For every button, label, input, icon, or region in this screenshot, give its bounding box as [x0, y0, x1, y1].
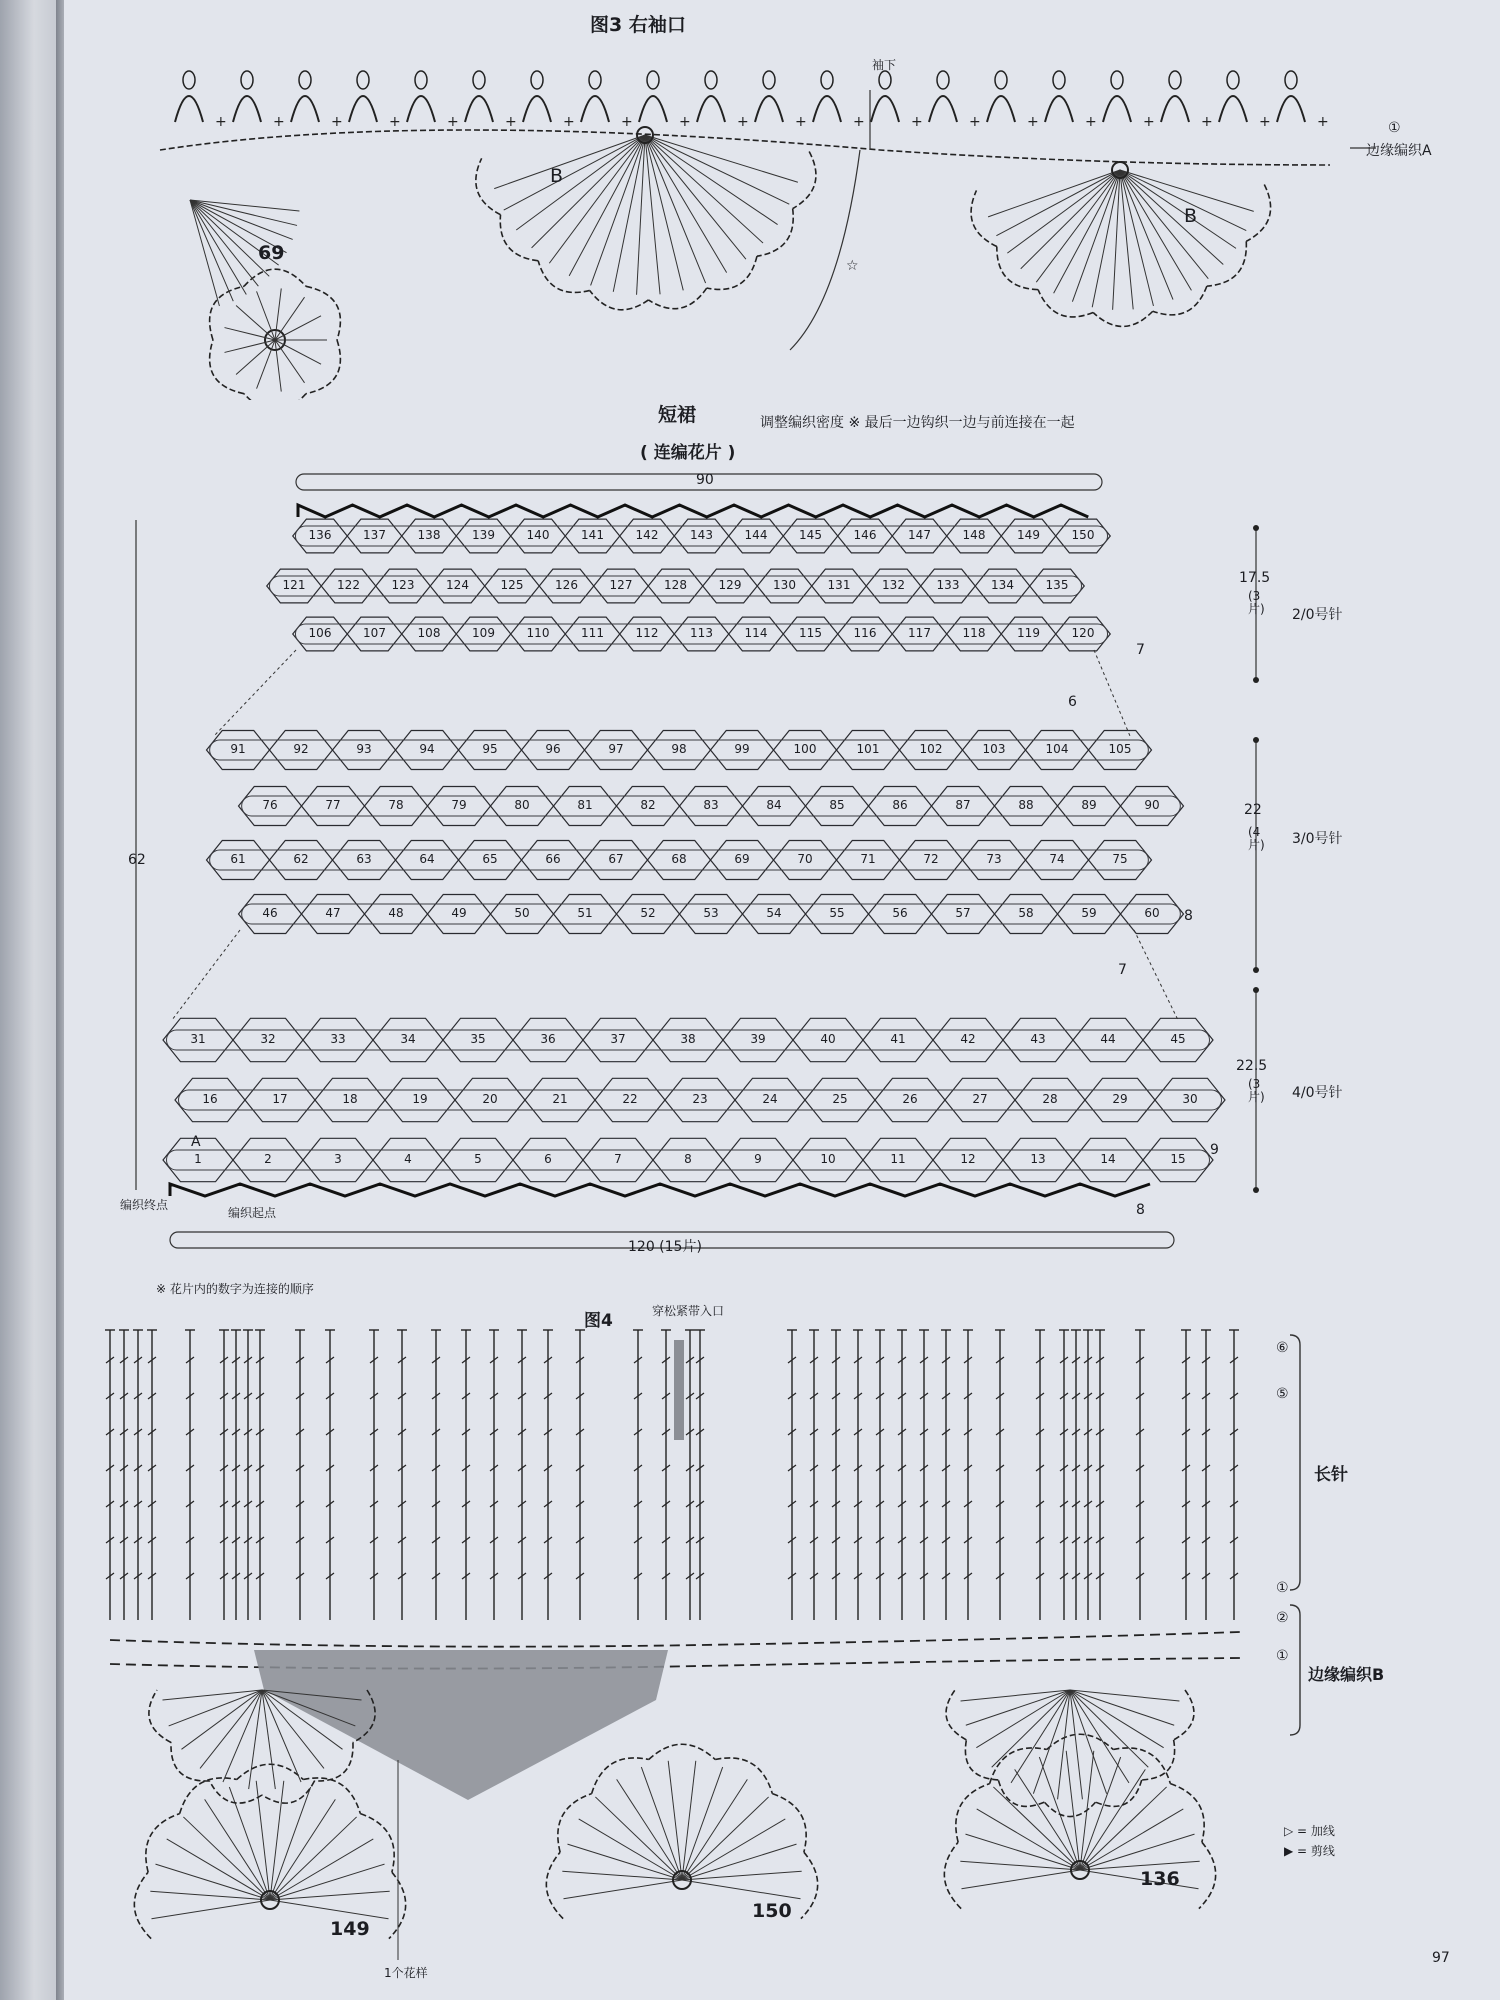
- motif-number: 99: [734, 742, 750, 756]
- motif-number: 140: [526, 528, 550, 542]
- motif-number: 109: [472, 626, 495, 640]
- edge-b-bracket: [1290, 1605, 1300, 1735]
- motif-number: 19: [412, 1092, 428, 1106]
- width-bottom-label: 120 (15片): [628, 1239, 702, 1255]
- motif-number: 70: [797, 852, 813, 866]
- motif-number: 48: [388, 906, 404, 920]
- height-total-label: 62: [128, 852, 146, 868]
- motif-136-label: 136: [1140, 1868, 1180, 1890]
- motif-number: 96: [545, 742, 561, 756]
- upper-fan-left-spoke: [162, 1690, 262, 1700]
- motif-number: 147: [908, 528, 931, 542]
- motif-number: 16: [202, 1092, 218, 1106]
- motif-number: 115: [799, 626, 822, 640]
- motif-number: 31: [190, 1032, 206, 1046]
- motif-150-spoke: [682, 1871, 802, 1880]
- motif-150-spoke: [595, 1797, 682, 1880]
- legend-add-thread: ▷ = 加线: [1284, 1824, 1335, 1838]
- motif-149-spoke: [155, 1864, 270, 1900]
- upper-fan-right-spoke: [992, 1690, 1070, 1767]
- motif-149-spoke: [270, 1839, 373, 1900]
- motif-number: 101: [856, 742, 880, 756]
- motif-149-chain-arc: [389, 1872, 406, 1938]
- single-crochet-mark: +: [215, 114, 227, 130]
- motif-number: 133: [936, 578, 960, 592]
- motif-150-spoke: [682, 1819, 785, 1880]
- motif-number: 146: [853, 528, 877, 542]
- single-crochet-mark: +: [1143, 114, 1155, 130]
- side-number: 9: [1210, 1142, 1219, 1158]
- motif-number: 44: [1100, 1032, 1116, 1046]
- motif-149-label: 149: [330, 1918, 370, 1940]
- motif-number: 113: [690, 626, 713, 640]
- one-repeat-label: 1个花样: [384, 1966, 428, 1980]
- motif-number: 132: [882, 578, 905, 592]
- motif-136-spoke: [960, 1861, 1080, 1870]
- motif-150-chain-arc: [592, 1758, 649, 1794]
- motif-150-chain-arc: [772, 1794, 806, 1853]
- motif-number: 149: [1017, 528, 1040, 542]
- motif-136-chain-arc: [990, 1748, 1047, 1784]
- motif-150-spoke: [567, 1844, 682, 1880]
- motif-136-spoke: [961, 1870, 1080, 1889]
- motif-number: 63: [356, 852, 372, 866]
- motif-number: 68: [671, 852, 687, 866]
- motif-number: 71: [860, 852, 876, 866]
- motif-number: 103: [982, 742, 1006, 756]
- legend-cut-thread: ▶ = 剪线: [1284, 1844, 1335, 1858]
- skirt-note: 调整编织密度 ※ 最后一边钩织一边与前连接在一起: [760, 415, 1075, 431]
- motif-number: 67: [608, 852, 624, 866]
- motif-number: 144: [744, 528, 768, 542]
- motif-number: 130: [773, 578, 796, 592]
- single-crochet-mark: +: [1201, 114, 1213, 130]
- motif-136-chain-arc: [944, 1842, 961, 1908]
- motif-number: 119: [1017, 626, 1040, 640]
- row-6-marker: ⑥: [1276, 1340, 1289, 1356]
- sleeve-under-label: 袖下: [872, 58, 897, 72]
- motif-number: 122: [337, 578, 360, 592]
- motif-number: 53: [703, 906, 719, 920]
- upper-fan-left-chain-arc: [171, 1743, 210, 1782]
- motif-149-spoke: [167, 1839, 270, 1900]
- motif-number: 40: [820, 1032, 836, 1046]
- motif-136-spoke: [965, 1834, 1080, 1870]
- motif-number: 56: [892, 906, 908, 920]
- fig3-title: 图3 右袖口: [590, 14, 686, 36]
- single-crochet-mark: +: [969, 114, 981, 130]
- motif-150-chain-arc: [546, 1852, 563, 1918]
- motif-136-chain-arc: [1113, 1748, 1170, 1784]
- motif-number: 75: [1112, 852, 1128, 866]
- single-crochet-mark: +: [621, 114, 633, 130]
- motif-number: 58: [1018, 906, 1034, 920]
- motif-number: 13: [1030, 1152, 1046, 1166]
- motif-number: 98: [671, 742, 687, 756]
- motif-number: 131: [827, 578, 851, 592]
- motif-number: 83: [703, 798, 719, 812]
- motif-136-spoke: [1080, 1787, 1167, 1870]
- motif-number: 30: [1182, 1092, 1198, 1106]
- single-crochet-mark: +: [853, 114, 865, 130]
- upper-fan-left-chain-arc: [149, 1690, 171, 1743]
- motif-number: 25: [832, 1092, 848, 1106]
- side-number: 7: [1136, 642, 1145, 658]
- motif-number: 145: [799, 528, 822, 542]
- motif-number: 37: [610, 1032, 626, 1046]
- motif-number: 29: [1112, 1092, 1128, 1106]
- motif-number: 45: [1170, 1032, 1186, 1046]
- row-1-marker: ①: [1276, 1580, 1289, 1596]
- motif-number: 78: [388, 798, 404, 812]
- motif-150-chain-arc: [715, 1758, 772, 1794]
- motif-number: 84: [766, 798, 782, 812]
- motif-number: 148: [962, 528, 986, 542]
- motif-number: 61: [230, 852, 246, 866]
- motif-149-spoke: [270, 1817, 357, 1900]
- motif-number: 120: [1071, 626, 1095, 640]
- motif-number: 27: [972, 1092, 988, 1106]
- single-crochet-mark: +: [563, 114, 575, 130]
- motif-number: 135: [1045, 578, 1069, 592]
- motif-149-chain-arc: [303, 1778, 360, 1814]
- motif-number: 126: [555, 578, 578, 592]
- motif-b-label-left: B: [550, 165, 564, 187]
- single-crochet-mark: +: [1027, 114, 1039, 130]
- motif-number: 54: [766, 906, 782, 920]
- motif-number: 21: [552, 1092, 568, 1106]
- motif-number: 80: [514, 798, 530, 812]
- motif-number: 50: [514, 906, 530, 920]
- band-3-height: 22.5: [1236, 1058, 1268, 1074]
- start-marker-a: A: [191, 1134, 201, 1150]
- upper-fan-right-chain-arc: [998, 1780, 1044, 1806]
- single-crochet-mark: +: [447, 114, 459, 130]
- motif-149-spoke: [183, 1817, 270, 1900]
- motif-number: 87: [955, 798, 971, 812]
- motif-number: 86: [892, 798, 908, 812]
- single-crochet-mark: +: [331, 114, 343, 130]
- side-number: 7: [1118, 962, 1127, 978]
- motif-number: 93: [356, 742, 372, 756]
- upper-fan-left-chain-arc: [315, 1743, 354, 1782]
- upper-fan-left-chain-arc: [210, 1781, 263, 1803]
- edge-b-label: 边缘编织B: [1308, 1665, 1385, 1684]
- single-crochet-mark: +: [911, 114, 923, 130]
- motif-number: 5: [474, 1152, 482, 1166]
- motif-number: 89: [1081, 798, 1097, 812]
- motif-number: 42: [960, 1032, 976, 1046]
- motif-number: 64: [419, 852, 435, 866]
- motif-number: 124: [446, 578, 469, 592]
- motif-number: 10: [820, 1152, 836, 1166]
- star-marker: ☆: [846, 258, 859, 274]
- motif-number: 97: [608, 742, 624, 756]
- motif-number: 128: [664, 578, 687, 592]
- motif-number: 8: [684, 1152, 692, 1166]
- band-3-hook: 4/0号针: [1292, 1085, 1343, 1101]
- skirt-subtitle: ( 连编花片 ): [640, 443, 736, 463]
- motif-number: 111: [581, 626, 604, 640]
- motif-149-spoke: [150, 1891, 270, 1900]
- motif-number: 123: [391, 578, 415, 592]
- motif-number: 107: [363, 626, 386, 640]
- motif-number: 33: [330, 1032, 346, 1046]
- motif-number: 100: [793, 742, 817, 756]
- motif-number: 73: [986, 852, 1002, 866]
- motif-number: 125: [500, 578, 524, 592]
- motif-number: 49: [451, 906, 467, 920]
- drawstring-label: 穿松紧带入口: [652, 1304, 725, 1318]
- motif-number: 57: [955, 906, 971, 920]
- motif-number: 142: [635, 528, 659, 542]
- motif-number: 95: [482, 742, 498, 756]
- motif-149-spoke: [151, 1900, 270, 1919]
- motif-number: 105: [1108, 742, 1132, 756]
- motif-136-spoke: [1080, 1834, 1195, 1870]
- motif-number: 9: [754, 1152, 762, 1166]
- side-number: 6: [1068, 694, 1077, 710]
- single-crochet-mark: +: [1085, 114, 1097, 130]
- row-2-edge-marker: ②: [1276, 1610, 1289, 1626]
- motif-149-chain-arc: [134, 1872, 151, 1938]
- side-number: 8: [1136, 1202, 1145, 1218]
- motif-number: 66: [545, 852, 561, 866]
- motif-149-spoke: [270, 1900, 389, 1919]
- single-crochet-mark: +: [273, 114, 285, 130]
- motif-number: 76: [262, 798, 278, 812]
- motif-number: 117: [908, 626, 931, 640]
- upper-fan-right-spoke: [1070, 1690, 1148, 1767]
- motif-number: 39: [750, 1032, 766, 1046]
- motif-number: 11: [890, 1152, 906, 1166]
- band-2-pieces: (4片): [1248, 825, 1265, 852]
- motif-number: 114: [744, 626, 768, 640]
- motif-number: 116: [853, 626, 877, 640]
- motif-number: 51: [577, 906, 593, 920]
- skirt-title: 短裙: [658, 404, 697, 426]
- treble-bracket: [1290, 1335, 1300, 1590]
- motif-150-chain-arc: [649, 1744, 716, 1759]
- motif-149-chain-arc: [180, 1778, 237, 1814]
- motif-number: 85: [829, 798, 845, 812]
- upper-fan-left-chain-arc: [262, 1781, 315, 1803]
- motif-150-spoke: [682, 1880, 801, 1899]
- motif-number: 118: [962, 626, 986, 640]
- motif-number: 4: [404, 1152, 412, 1166]
- motif-number: 137: [363, 528, 386, 542]
- motif-150-spoke: [682, 1844, 797, 1880]
- motif-136-spoke: [977, 1809, 1080, 1870]
- upper-fan-right-chain-arc: [1174, 1690, 1194, 1740]
- band-1-hook: 2/0号针: [1292, 607, 1343, 623]
- motif-number: 141: [581, 528, 604, 542]
- motif-number: 41: [890, 1032, 906, 1046]
- motif-number: 143: [690, 528, 713, 542]
- motif-150-label: 150: [752, 1900, 792, 1922]
- motif-number: 34: [400, 1032, 416, 1046]
- band-1-pieces: (3片): [1248, 589, 1265, 616]
- motif-number: 18: [342, 1092, 358, 1106]
- motif-149-chain-arc: [146, 1814, 180, 1873]
- motif-number: 60: [1144, 906, 1160, 920]
- motif-149-spoke: [270, 1864, 385, 1900]
- motif-number: 79: [451, 798, 467, 812]
- band-3-pieces: (3片): [1248, 1077, 1265, 1104]
- band-2-hook: 3/0号针: [1292, 831, 1343, 847]
- motif-number: 112: [635, 626, 659, 640]
- motif-number: 47: [325, 906, 341, 920]
- motif-number: 46: [262, 906, 278, 920]
- motif-136-spoke: [1080, 1809, 1183, 1870]
- upper-fan-right-chain-arc: [946, 1690, 966, 1740]
- band-1-height: 17.5: [1239, 570, 1271, 586]
- upper-fan-right-spoke: [976, 1690, 1070, 1748]
- motif-150-spoke: [579, 1819, 682, 1880]
- motif-number: 74: [1049, 852, 1065, 866]
- side-number: 8: [1184, 908, 1193, 924]
- motif-number: 127: [609, 578, 633, 592]
- motif-number: 22: [622, 1092, 638, 1106]
- motif-number: 36: [540, 1032, 556, 1046]
- treble-label: 长针: [1314, 1465, 1348, 1485]
- motif-number: 62: [293, 852, 309, 866]
- single-crochet-mark: +: [1317, 114, 1329, 130]
- motif-number: 1: [194, 1152, 202, 1166]
- motif-number: 7: [614, 1152, 622, 1166]
- motif-136-chain-arc: [956, 1784, 990, 1843]
- single-crochet-mark: +: [1259, 114, 1271, 130]
- motif-number: 90: [1144, 798, 1160, 812]
- motif-number: 129: [718, 578, 742, 592]
- width-top-label: 90: [696, 472, 714, 488]
- motif-number: 102: [919, 742, 943, 756]
- motif-number: 136: [308, 528, 332, 542]
- edge-a-label: 边缘编织A: [1366, 143, 1432, 159]
- band-2-height: 22: [1244, 802, 1262, 818]
- motif-number: 81: [577, 798, 593, 812]
- single-crochet-mark: +: [505, 114, 517, 130]
- motif-149-chain-arc: [360, 1814, 394, 1873]
- motif-number: 92: [293, 742, 309, 756]
- motif-149-chain-arc: [237, 1764, 304, 1779]
- motif-number: 15: [1170, 1152, 1186, 1166]
- row1-marker: ①: [1388, 120, 1401, 136]
- motif-number: 72: [923, 852, 939, 866]
- motif-number: 121: [282, 578, 306, 592]
- motif-number: 20: [482, 1092, 498, 1106]
- motif-number: 150: [1071, 528, 1095, 542]
- motif-number: 138: [417, 528, 441, 542]
- motif-136-spoke: [993, 1787, 1080, 1870]
- motif-number: 108: [417, 626, 441, 640]
- motif-number: 110: [526, 626, 550, 640]
- motif-number: 104: [1045, 742, 1069, 756]
- motif-number: 134: [991, 578, 1014, 592]
- single-crochet-mark: +: [795, 114, 807, 130]
- motif-150-chain-arc: [558, 1794, 592, 1853]
- motif-150-spoke: [562, 1871, 682, 1880]
- row-5-marker: ⑤: [1276, 1386, 1289, 1402]
- motif-149-spoke: [270, 1891, 390, 1900]
- motif-150-spoke: [682, 1797, 769, 1880]
- row-1-edge-marker: ①: [1276, 1648, 1289, 1664]
- motif-number: 94: [419, 742, 435, 756]
- page-number: 97: [1432, 1950, 1450, 1966]
- upper-fan-right-chain-arc: [1096, 1780, 1142, 1806]
- motif-number: 88: [1018, 798, 1034, 812]
- order-note: ※ 花片内的数字为连接的顺序: [156, 1282, 314, 1296]
- start-point-label: 编织起点: [228, 1206, 277, 1220]
- motif-136-chain-arc: [1199, 1842, 1216, 1908]
- motif-number: 24: [762, 1092, 778, 1106]
- motif-number: 69: [734, 852, 750, 866]
- motif-number: 23: [692, 1092, 708, 1106]
- motif-number: 35: [470, 1032, 486, 1046]
- motif-number: 91: [230, 742, 246, 756]
- motif-number: 52: [640, 906, 656, 920]
- fig4-title: 图4: [584, 1311, 613, 1331]
- motif-number: 55: [829, 906, 845, 920]
- end-point-label: 编织终点: [120, 1198, 169, 1212]
- motif-number: 77: [325, 798, 341, 812]
- motif-150-spoke: [563, 1880, 682, 1899]
- motif-150-chain-arc: [801, 1852, 818, 1918]
- motif-number: 59: [1081, 906, 1097, 920]
- motif-number: 26: [902, 1092, 918, 1106]
- motif-number: 82: [640, 798, 656, 812]
- single-crochet-mark: +: [389, 114, 401, 130]
- motif-number: 106: [308, 626, 332, 640]
- motif-69-label: 69: [258, 242, 285, 264]
- motif-136-chain-arc: [1170, 1784, 1204, 1843]
- motif-number: 43: [1030, 1032, 1046, 1046]
- motif-number: 17: [272, 1092, 288, 1106]
- edge-b-chain-row-2: [110, 1632, 1240, 1647]
- drawstring-opening-shading: [674, 1340, 684, 1440]
- upper-fan-right-spoke: [1070, 1690, 1164, 1748]
- single-crochet-mark: +: [679, 114, 691, 130]
- single-crochet-mark: +: [737, 114, 749, 130]
- motif-number: 3: [334, 1152, 342, 1166]
- motif-b-label-right: B: [1184, 205, 1198, 227]
- motif-number: 139: [472, 528, 495, 542]
- motif-number: 65: [482, 852, 498, 866]
- motif-number: 2: [264, 1152, 272, 1166]
- motif-number: 14: [1100, 1152, 1116, 1166]
- motif-number: 38: [680, 1032, 696, 1046]
- motif-number: 28: [1042, 1092, 1058, 1106]
- motif-number: 12: [960, 1152, 976, 1166]
- motif-number: 6: [544, 1152, 552, 1166]
- motif-number: 32: [260, 1032, 276, 1046]
